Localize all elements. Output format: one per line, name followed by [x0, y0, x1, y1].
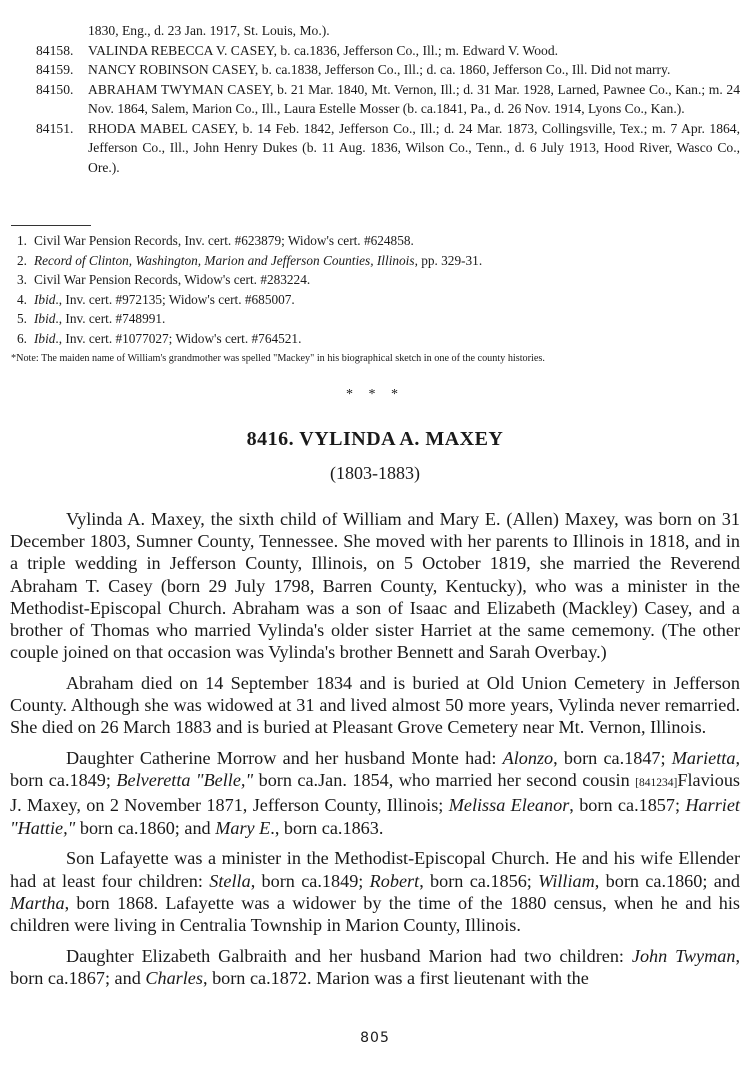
- page-number: 805: [360, 1030, 390, 1046]
- entry-text: VALINDA REBECCA V. CASEY, b. ca.1836, Jefferson Co., Ill.; m. Edward V. Wood.: [88, 42, 559, 58]
- entry-number: 84150.: [36, 81, 74, 97]
- footnote: 3. Civil War Pension Records, Widow's cert. #283224.: [17, 272, 311, 288]
- entry-84150: [36, 80, 740, 119]
- entry-number: 84158.: [36, 42, 74, 58]
- entry-text: RHODA MABEL CASEY, b. 14 Feb. 1842, Jefferson Co., Ill.; d. 24 Mar. 1873, Collingsville, Tex.; m. 7 Apr. 1864, Jefferson Co., Ill., John Henry Dukes (b. 11 Aug. 1836, Wilson Co., Tenn., d. 6 July 1913, Hood River, Wasco Co., Ore.).: [88, 120, 740, 175]
- entry-continuation: [36, 21, 740, 41]
- entry-number: 84159.: [36, 62, 74, 77]
- paragraph: Daughter Elizabeth Galbraith and her husband Marion had two children: John Twyman, born ca.1867; and Charles, born ca.1872. Marion was a first lieutenant with the: [10, 945, 740, 988]
- footnote: 6. Ibid., Inv. cert. #1077027; Widow's cert. #764521.: [17, 330, 302, 346]
- entry-text: 1830, Eng., d. 23 Jan. 1917, St. Louis, Mo.).: [88, 23, 330, 38]
- footnote: 2. Record of Clinton, Washington, Marion and Jefferson Counties, Illinois, pp. 329-31.: [17, 252, 483, 268]
- entry-text: ABRAHAM TWYMAN CASEY, b. 21 Mar. 1840, Mt. Vernon, Ill.; d. 31 Mar. 1928, Larned, Pawnee Co., Kan.; m. 24 Nov. 1864, Salem, Marion Co., Ill., Laura Estelle Mosser (b. ca.1841, Pa., d. 26 Nov. 1914, Lyons Co., Kan.).: [88, 81, 740, 116]
- paragraph: Vylinda A. Maxey, the sixth child of William and Mary E. (Allen) Maxey, was born on 31 December 1803, Sumner County, Tennessee. She moved with her parents to Illinois in 1818, and in a triple wedding in Jefferson County, Illinois, on 5 October 1819, she married the Reverend Abraham T. Casey (born 29 July 1798, Barren County, Kentucky), who was a minister in the Methodist-Episcopal Church. Abraham was a son of Isaac and Elizabeth (Mackley) Casey, and a brother of Thomas who married Vylinda's older sister Harriet at the same cememony. (The other couple joined on that occasion was Vylinda's brother Bennett and Sarah Overbay.): [10, 509, 740, 663]
- footnote: 4. Ibid., Inv. cert. #972135; Widow's cert. #685007.: [17, 291, 295, 307]
- section-separator: * * *: [346, 387, 404, 402]
- genealogy-entry-list: [36, 21, 740, 177]
- entry-84158: [36, 41, 740, 61]
- entry-number: 84151.: [36, 120, 74, 136]
- lifespan: (1803-1883): [330, 463, 420, 483]
- paragraph: Daughter Catherine Morrow and her husband Monte had: Alonzo, born ca.1847; Marietta, born ca.1849; Belveretta "Belle," born ca.Jan. 1854, who married her second cousin [841234]Flavious J. Maxey, on 2 November 1871, Jefferson County, Illinois; Melissa Eleanor, born ca.1857; Harriet "Hattie," born ca.1860; and Mary E., born ca.1863.: [10, 748, 740, 838]
- footnote-divider: [11, 225, 91, 226]
- entry-84151: [36, 119, 740, 178]
- footnote: 5. Ibid., Inv. cert. #748991.: [17, 311, 166, 327]
- paragraph: Son Lafayette was a minister in the Methodist-Episcopal Church. He and his wife Ellender had at least four children: Stella, born ca.1849; Robert, born ca.1856; William, born ca.1860; and Martha, born 1868. Lafayette was a widower by the time of the 1880 census, when he and his children were living in Centralia Township in Marion County, Illinois.: [10, 848, 740, 935]
- cross-reference: [841234]: [635, 777, 678, 790]
- entry-84159: [36, 60, 740, 80]
- footnote-list: [17, 231, 737, 349]
- footnote: 1. Civil War Pension Records, Inv. cert. #623879; Widow's cert. #624858.: [17, 233, 414, 248]
- biography-body: [10, 508, 740, 998]
- entry-text: NANCY ROBINSON CASEY, b. ca.1838, Jefferson Co., Ill.; d. ca. 1860, Jefferson Co., Ill. Did not marry.: [88, 62, 671, 77]
- section-title: 8416. VYLINDA A. MAXEY: [246, 428, 504, 450]
- editor-note: *Note: The maiden name of William's grandmother was spelled "Mackey" in his biographical sketch in one of the county histories.: [11, 353, 545, 364]
- paragraph: Abraham died on 14 September 1834 and is buried at Old Union Cemetery in Jefferson County. Although she was widowed at 31 and lived almost 50 more years, Vylinda never remarried. She died on 26 March 1883 and is buried at Pleasant Grove Cemetery near Mt. Vernon, Illinois.: [10, 672, 740, 738]
